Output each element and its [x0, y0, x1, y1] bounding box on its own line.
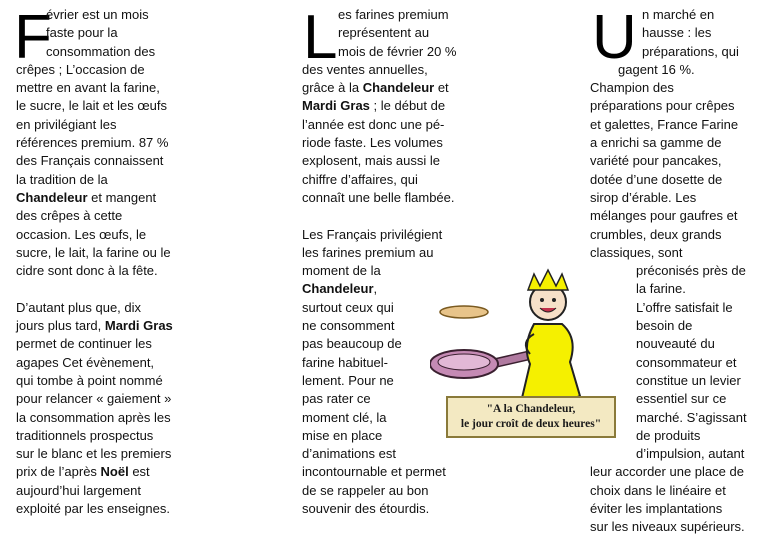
text-line: permet de continuer les [16, 336, 152, 352]
text-line: préparations, qui [642, 43, 739, 59]
text-line: faste pour la [46, 25, 118, 41]
text-line: consommation des [46, 43, 156, 59]
bold-term: Chandeleur [362, 80, 435, 96]
text-line [302, 97, 487, 115]
text-line: crumbles, deux grands [590, 226, 722, 242]
text-line: la tradition de la [16, 171, 108, 187]
text-line: pas rater ce [302, 391, 371, 407]
text-line: L’offre satisfait le [636, 299, 733, 315]
dropcap-f: F [14, 3, 52, 72]
column-1-text [14, 3, 196, 518]
text-line: chiffre d’affaires, qui [302, 171, 418, 187]
text-line: ne consomment [302, 318, 395, 334]
text-line: marché. S’agissant [636, 409, 747, 425]
text-line: éviter les implantations [590, 501, 723, 517]
text-line: riode faste. Les volumes [302, 135, 443, 151]
text-line: qui tombe à point nommé [16, 372, 163, 388]
text-line: cidre sont donc à la fête. [16, 263, 158, 279]
dropcap-u: U [592, 3, 637, 72]
bold-term: Chandeleur [16, 189, 88, 205]
text-line: consommateur et [636, 354, 737, 370]
text-span: ; le début de [369, 98, 446, 114]
caption-line-1: "A la Chandeleur, [486, 403, 576, 415]
text-line: d’impulsion, autant [636, 446, 745, 462]
text-line: crêpes ; L’occasion de [16, 61, 145, 77]
text-line: des ventes annuelles, [302, 61, 428, 77]
crepe-shape [440, 306, 488, 318]
text-line: des crêpes à cette [16, 208, 123, 224]
text-line [302, 79, 487, 97]
text-line: agapes Cet évènement, [16, 354, 155, 370]
text-line: es farines premium [338, 7, 449, 22]
caption-line-2: le jour croît de deux heures" [460, 418, 602, 430]
text-line: sur le blanc et les premiers [16, 446, 172, 462]
text-line: n marché en [642, 7, 715, 22]
text-line: moment clé, la [302, 409, 387, 425]
bold-term: Noël [100, 464, 129, 480]
text-line: farine habituel- [302, 354, 388, 370]
text-line: essentiel sur ce [636, 391, 727, 407]
text-span: prix de l’après [16, 464, 101, 480]
text-line: mise en place [302, 427, 383, 443]
text-line: hausse : les [642, 25, 712, 41]
text-line: classiques, sont [590, 244, 683, 260]
text-span: est [128, 464, 150, 480]
text-line: sucre, le lait, la farine ou le [16, 244, 171, 260]
text-line: moment de la [302, 263, 381, 279]
text-line: la consommation après les [16, 409, 171, 425]
bold-term: Chandeleur [302, 281, 374, 297]
text-line: traditionnels prospectus [16, 427, 154, 443]
text-line: dotée d’une dosette de [590, 171, 723, 187]
text-span: jours plus tard, [16, 318, 105, 334]
bold-term: Mardi Gras [104, 318, 173, 334]
text-line: Les Français privilégient [302, 226, 443, 242]
text-line: pas beaucoup de [302, 336, 402, 352]
text-line: D’autant plus que, dix [16, 299, 142, 315]
eye-shape [552, 298, 556, 302]
eye-shape [540, 298, 544, 302]
text-line: sirop d’érable. Les [590, 189, 697, 205]
text-line [16, 189, 196, 207]
text-line: variété pour pancakes, [590, 153, 722, 169]
text-line: l’année est donc une pé- [302, 116, 445, 132]
pan-inner-shape [438, 354, 490, 370]
text-line: préconisés près de [636, 263, 746, 279]
text-line: explosent, mais aussi le [302, 153, 441, 169]
bold-term: Mardi Gras [302, 98, 370, 114]
text-line: Champion des [590, 80, 674, 96]
text-line: leur accorder une place de [590, 464, 744, 480]
text-line: et galettes, France Farine [590, 116, 739, 132]
text-span: et [434, 80, 449, 96]
text-span: grâce à la [302, 80, 363, 96]
text-line: des Français connaissent [16, 153, 164, 169]
text-line [16, 463, 196, 481]
text-line: mettre en avant la farine, [16, 80, 160, 96]
text-line: besoin de [636, 318, 693, 334]
text-line: de produits [636, 427, 701, 443]
text-line: mélanges pour gaufres et [590, 208, 738, 224]
text-line: sur les niveaux supérieurs. [590, 519, 745, 535]
text-line: occasion. Les œufs, le [16, 226, 147, 242]
text-line: lement. Pour ne [302, 372, 394, 388]
text-line: la farine. [636, 281, 686, 297]
text-line: choix dans le linéaire et [590, 482, 726, 498]
text-line: connaît une belle flambée. [302, 189, 455, 205]
text-line: mois de février 20 % [338, 43, 457, 59]
text-line: aujourd’hui largement [16, 482, 142, 498]
text-line: nouveauté du [636, 336, 715, 352]
text-line: le sucre, le lait et les œufs [16, 98, 167, 114]
text-span: et mangent [87, 189, 157, 205]
text-line: gagent 16 %. [618, 61, 695, 77]
crown-shape [528, 270, 568, 290]
text-line: représentent au [338, 25, 430, 41]
text-line: préparations pour crêpes [590, 98, 735, 114]
column-3-text [590, 3, 778, 537]
text-span: , [373, 281, 378, 297]
text-line: souvenir des étourdis. [302, 501, 430, 517]
text-line: en privilégiant les [16, 116, 117, 132]
text-line: incontournable et permet [302, 464, 446, 480]
text-line: surtout ceux qui [302, 299, 394, 315]
text-line: a enrichi sa gamme de [590, 135, 722, 151]
text-line: de se rappeler au bon [302, 482, 429, 498]
text-line: d’animations est [302, 446, 396, 462]
text-line: pour relancer « gaiement » [16, 391, 172, 407]
text-line: les farines premium au [302, 244, 434, 260]
text-line: exploité par les enseignes. [16, 501, 170, 517]
text-line [16, 317, 196, 335]
text-line: constitue un levier [636, 372, 741, 388]
text-line: références premium. 87 % [16, 135, 169, 151]
dropcap-l: L [303, 3, 338, 72]
text-line: évrier est un mois [46, 7, 149, 22]
